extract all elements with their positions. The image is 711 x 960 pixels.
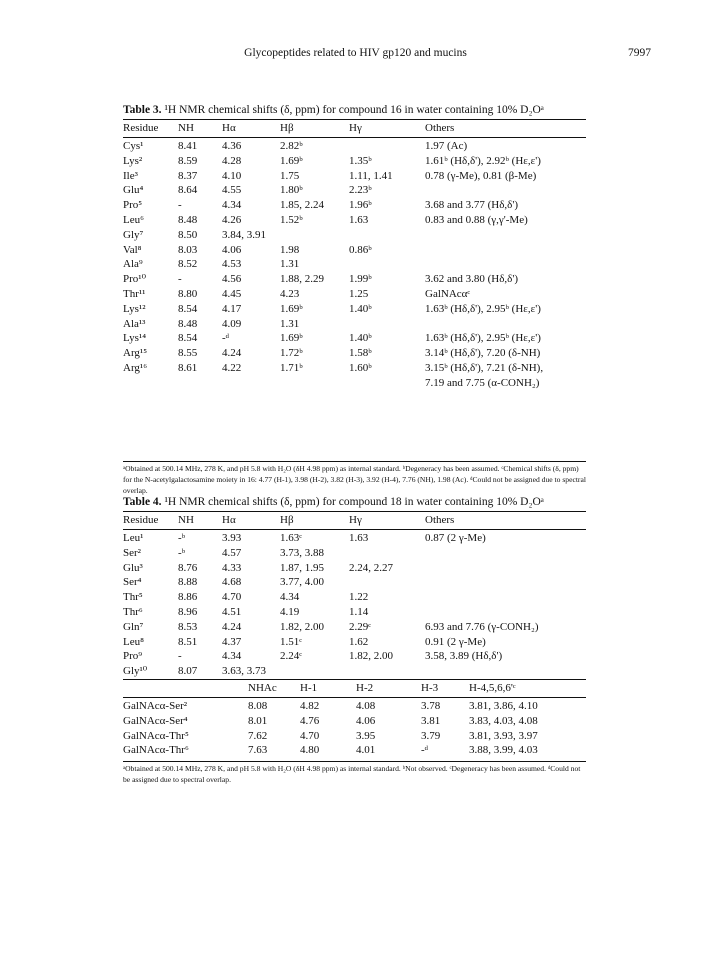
table-row (123, 605, 586, 620)
cell-residue: Pro⁹ (123, 650, 143, 663)
cell-others: 1.97 (Ac) (425, 140, 468, 152)
cell-nh: 8.41 (178, 140, 198, 152)
cell-residue: Val⁸ (123, 243, 142, 256)
table-row (123, 154, 586, 169)
table3-header-rule (123, 137, 586, 138)
column-header-nhac: NHAc (248, 682, 277, 694)
cell-h4-6: 3.88, 3.99, 4.03 (469, 744, 538, 757)
cell-h-beta: 1.75 (280, 169, 300, 182)
cell-h2: 3.95 (356, 729, 376, 742)
cell-nhac: 7.62 (248, 729, 268, 742)
cell-h-alpha: 3.93 (222, 532, 242, 544)
cell-h-alpha: 3.84, 3.91 (222, 228, 266, 241)
table-row (123, 317, 586, 332)
cell-residue: GalNAcα-Thr⁶ (123, 744, 189, 757)
column-header-others: Others (425, 514, 455, 526)
cell-others: 3.62 and 3.80 (Hδ,δ') (425, 273, 519, 286)
table-row (123, 376, 586, 391)
cell-nh: 8.51 (178, 635, 198, 648)
table-row (123, 302, 586, 317)
cell-h-beta: 1.85, 2.24 (280, 199, 324, 212)
cell-h-beta: 1.63ᶜ (280, 532, 303, 544)
cell-nh: -ᵇ (178, 546, 186, 559)
cell-h-gamma: 2.24, 2.27 (349, 561, 393, 574)
cell-h-gamma: 2.23ᵇ (349, 184, 372, 197)
cell-h1: 4.76 (300, 714, 320, 727)
cell-h-alpha: 4.55 (222, 184, 242, 197)
cell-h4-6: 3.81, 3.93, 3.97 (469, 729, 538, 742)
table4-bottom-rule (123, 761, 586, 762)
cell-others: 3.68 and 3.77 (Hδ,δ') (425, 199, 519, 212)
table-row (123, 575, 586, 590)
table-row (123, 198, 586, 213)
table3-bottom-rule (123, 461, 586, 462)
cell-h-alpha: 4.09 (222, 317, 242, 330)
cell-h-beta: 1.87, 1.95 (280, 561, 324, 574)
header-row (123, 513, 586, 528)
cell-h-gamma: 1.25 (349, 287, 369, 300)
cell-nhac: 8.01 (248, 714, 268, 727)
cell-nh: 8.03 (178, 243, 198, 256)
cell-h1: 4.82 (300, 700, 320, 712)
cell-residue: Ser⁴ (123, 576, 142, 589)
cell-h4-6: 3.81, 3.86, 4.10 (469, 700, 538, 712)
cell-residue: Arg¹⁵ (123, 347, 148, 360)
column-header-h-alpha: Hα (222, 514, 236, 526)
cell-nh: 8.59 (178, 154, 198, 167)
page-header (0, 47, 711, 63)
table3-top-rule (123, 119, 586, 120)
table-row (123, 228, 586, 243)
header-row (123, 681, 586, 696)
cell-residue: Leu¹ (123, 532, 144, 544)
cell-h4-6: 3.83, 4.03, 4.08 (469, 714, 538, 727)
cell-h-alpha: 4.22 (222, 361, 242, 374)
cell-residue: Cys¹ (123, 140, 144, 152)
table-row (123, 664, 586, 679)
cell-h-gamma: 1.82, 2.00 (349, 650, 393, 663)
table4-body (123, 531, 586, 679)
cell-nh: 8.86 (178, 591, 198, 604)
cell-others: 3.14ᵇ (Hδ,δ'), 7.20 (δ-NH) (425, 347, 541, 360)
table3-body (123, 139, 586, 391)
table4-caption-text: ¹H NMR chemical shifts (δ, ppm) for compound 18 in water containing 10% D₂Oᵃ (164, 496, 544, 508)
cell-h-beta: 1.31 (280, 258, 300, 271)
cell-nh: - (178, 199, 182, 212)
cell-others: 0.91 (2 γ-Me) (425, 635, 486, 648)
cell-nh: 8.53 (178, 620, 198, 633)
cell-residue: Pro¹⁰ (123, 273, 146, 286)
cell-h-gamma: 1.22 (349, 591, 369, 604)
cell-h-beta: 1.52ᵇ (280, 213, 303, 226)
column-header-h3: H-3 (421, 682, 439, 694)
cell-h-beta: 1.69ᵇ (280, 302, 303, 315)
cell-h-beta: 1.72ᵇ (280, 347, 303, 360)
table-row (123, 590, 586, 605)
cell-residue: Ser² (123, 546, 141, 559)
cell-h-beta: 1.69ᵇ (280, 154, 303, 167)
cell-nh: 8.61 (178, 361, 198, 374)
column-header-nh: NH (178, 514, 194, 526)
cell-h-beta: 4.34 (280, 591, 300, 604)
cell-others: 1.63ᵇ (Hδ,δ'), 2.95ᵇ (Hε,ε') (425, 332, 541, 345)
cell-h-beta: 1.69ᵇ (280, 332, 303, 345)
cell-residue: Thr⁶ (123, 605, 143, 618)
cell-residue: GalNAcα-Thr⁵ (123, 729, 189, 742)
table3-footnote: ᵃObtained at 500.14 MHz, 278 K, and pH 5.8 with H₂O (δH 4.98 ppm) as internal standard. ᵇDegeneracy has been assumed. ᶜChemical shifts (δ, ppm) for the N-acetylgalactosamine moiety in 16: 4.77 (H-1), 3.98 (H-2), 3.82 (H-3), 3.92 (H-4), 7.76 (NH), 1.98 (Ac). ᵈCould not be assigned due to spectral overlap. (123, 464, 586, 496)
table4-sugar-header (123, 681, 586, 696)
cell-h-alpha: 4.33 (222, 561, 242, 574)
cell-nh: 8.76 (178, 561, 198, 574)
column-header-residue: Residue (123, 122, 159, 134)
column-header-others: Others (425, 122, 455, 134)
cell-h-beta: 4.23 (280, 287, 300, 300)
cell-h-alpha: 4.51 (222, 605, 242, 618)
cell-others: 3.15ᵇ (Hδ,δ'), 7.21 (δ-NH), (425, 361, 544, 374)
column-header-h1: H-1 (300, 682, 318, 694)
table-row (123, 546, 586, 561)
cell-h-beta: 1.98 (280, 243, 300, 256)
cell-h-gamma: 1.35ᵇ (349, 154, 372, 167)
cell-residue: GalNAcα-Ser² (123, 700, 188, 712)
cell-residue: Pro⁵ (123, 199, 143, 212)
cell-h-beta: 1.88, 2.29 (280, 273, 324, 286)
cell-nh: 8.48 (178, 317, 198, 330)
table4-header-rule (123, 529, 586, 530)
cell-h-alpha: 4.24 (222, 347, 242, 360)
cell-h-gamma: 1.96ᵇ (349, 199, 372, 212)
table4-sugar-header-rule (123, 697, 586, 698)
table-row (123, 561, 586, 576)
cell-residue: Leu⁸ (123, 635, 144, 648)
column-header-h-gamma: Hγ (349, 514, 362, 526)
cell-nh: 8.48 (178, 213, 198, 226)
table-row (123, 649, 586, 664)
column-header-nh: NH (178, 122, 194, 134)
cell-h-gamma: 1.11, 1.41 (349, 169, 393, 182)
cell-h2: 4.08 (356, 700, 376, 712)
cell-h3: 3.79 (421, 729, 441, 742)
cell-nhac: 8.08 (248, 700, 268, 712)
cell-residue: Thr¹¹ (123, 287, 146, 300)
cell-h-beta: 1.51ᶜ (280, 635, 303, 648)
table-row (123, 531, 586, 546)
cell-h2: 4.01 (356, 744, 376, 757)
cell-h-beta: 1.71ᵇ (280, 361, 303, 374)
cell-h-alpha: 4.10 (222, 169, 242, 182)
cell-h-alpha: 4.68 (222, 576, 242, 589)
cell-others: GalNAcαᶜ (425, 287, 471, 300)
cell-others: 7.19 and 7.75 (α-CONH₂) (425, 376, 540, 389)
table4-label: Table 4. (123, 496, 162, 508)
cell-h-beta: 1.80ᵇ (280, 184, 303, 197)
table4-caption (123, 496, 544, 508)
cell-h-alpha: 4.34 (222, 650, 242, 663)
cell-nh: - (178, 273, 182, 286)
table3-label: Table 3. (123, 104, 162, 116)
column-header-h-alpha: Hα (222, 122, 236, 134)
cell-others: 3.58, 3.89 (Hδ,δ') (425, 650, 503, 663)
cell-nh: 8.07 (178, 665, 198, 678)
header-row (123, 121, 586, 136)
table-row (123, 361, 586, 376)
cell-nh: 8.55 (178, 347, 198, 360)
cell-h3: 3.81 (421, 714, 441, 727)
cell-h-gamma: 1.63 (349, 213, 369, 226)
cell-nh: 8.88 (178, 576, 198, 589)
cell-h1: 4.80 (300, 744, 320, 757)
column-header-h4-6: H-4,5,6,6'ᶜ (469, 682, 516, 694)
table-row (123, 139, 586, 154)
cell-residue: Lys¹⁴ (123, 332, 147, 345)
table-row (123, 346, 586, 361)
running-title: Glycopeptides related to HIV gp120 and mucins (244, 47, 467, 59)
table3-header (123, 121, 586, 136)
cell-nh: - (178, 650, 182, 663)
cell-nh: 8.54 (178, 332, 198, 345)
cell-residue: Glu⁴ (123, 184, 144, 197)
cell-h-alpha: 4.45 (222, 287, 242, 300)
cell-others: 6.93 and 7.76 (γ-CONH₂) (425, 620, 539, 633)
cell-residue: Arg¹⁶ (123, 361, 148, 374)
table-row (123, 243, 586, 258)
column-header-h-beta: Hβ (280, 514, 294, 526)
table-row (123, 169, 586, 184)
cell-h-gamma: 2.29ᶜ (349, 620, 372, 633)
cell-h-gamma: 1.14 (349, 605, 369, 618)
cell-residue: Thr⁵ (123, 591, 143, 604)
table3-caption (123, 104, 544, 116)
cell-nh: 8.96 (178, 605, 198, 618)
cell-residue: Ala⁹ (123, 258, 143, 271)
cell-h-gamma: 1.58ᵇ (349, 347, 372, 360)
column-header-residue: Residue (123, 514, 159, 526)
table3-caption-text: ¹H NMR chemical shifts (δ, ppm) for compound 16 in water containing 10% D₂Oᵃ (164, 104, 544, 116)
cell-h-gamma: 1.40ᵇ (349, 302, 372, 315)
table4-footnote: ᵃObtained at 500.14 MHz, 278 K, and pH 5.8 with H₂O (δH 4.98 ppm) as internal standard. ᵇNot observed. ᶜDegeneracy has been assumed. ᵈCould not be assigned due to spectral overlap. (123, 764, 581, 785)
cell-h-alpha: 4.36 (222, 140, 242, 152)
cell-residue: Ala¹³ (123, 317, 146, 330)
cell-nh: 8.37 (178, 169, 198, 182)
column-header-h2: H-2 (356, 682, 374, 694)
cell-h-alpha: 4.24 (222, 620, 242, 633)
cell-h2: 4.06 (356, 714, 376, 727)
cell-h-beta: 1.82, 2.00 (280, 620, 324, 633)
table-row (123, 272, 586, 287)
cell-h-alpha: 4.26 (222, 213, 242, 226)
table-row (123, 331, 586, 346)
cell-nh: 8.54 (178, 302, 198, 315)
cell-h-beta: 3.73, 3.88 (280, 546, 324, 559)
cell-h-gamma: 1.99ᵇ (349, 273, 372, 286)
cell-h-alpha: 4.28 (222, 154, 242, 167)
sugar-row (123, 743, 586, 758)
cell-h-beta: 2.82ᵇ (280, 140, 303, 152)
cell-residue: Gly¹⁰ (123, 665, 148, 678)
cell-h3: -ᵈ (421, 744, 429, 757)
column-header-h-gamma: Hγ (349, 122, 362, 134)
cell-residue: Lys¹² (123, 302, 146, 315)
sugar-row (123, 714, 586, 729)
table4-sugar-body (123, 699, 586, 758)
cell-others: 0.87 (2 γ-Me) (425, 532, 486, 544)
table4-mid-rule (123, 679, 586, 680)
cell-h-alpha: 4.57 (222, 546, 242, 559)
table-row (123, 257, 586, 272)
cell-others: 1.61ᵇ (Hδ,δ'), 2.92ᵇ (Hε,ε') (425, 154, 541, 167)
cell-others: 0.83 and 0.88 (γ,γ'-Me) (425, 213, 528, 226)
cell-h-alpha: 4.70 (222, 591, 242, 604)
table-row (123, 620, 586, 635)
table4-header (123, 513, 586, 528)
cell-residue: Gln⁷ (123, 620, 144, 633)
cell-nh: 8.50 (178, 228, 198, 241)
cell-residue: Leu⁶ (123, 213, 144, 226)
cell-others: 0.78 (γ-Me), 0.81 (β-Me) (425, 169, 537, 182)
table-row (123, 213, 586, 228)
sugar-row (123, 699, 586, 714)
table4-top-rule (123, 511, 586, 512)
cell-h-alpha: 4.37 (222, 635, 242, 648)
cell-h-gamma: 1.40ᵇ (349, 332, 372, 345)
sugar-row (123, 729, 586, 744)
cell-others: 1.63ᵇ (Hδ,δ'), 2.95ᵇ (Hε,ε') (425, 302, 541, 315)
cell-h1: 4.70 (300, 729, 320, 742)
cell-h-alpha: 4.53 (222, 258, 242, 271)
cell-nh: 8.52 (178, 258, 198, 271)
cell-residue: Lys² (123, 154, 143, 167)
table-row (123, 635, 586, 650)
cell-h-gamma: 0.86ᵇ (349, 243, 372, 256)
cell-h-beta: 1.31 (280, 317, 300, 330)
cell-nhac: 7.63 (248, 744, 268, 757)
cell-nh: -ᵇ (178, 532, 186, 544)
cell-h-gamma: 1.62 (349, 635, 369, 648)
cell-h3: 3.78 (421, 700, 441, 712)
cell-h-alpha: 4.06 (222, 243, 242, 256)
cell-h-alpha: 4.34 (222, 199, 242, 212)
cell-residue: GalNAcα-Ser⁴ (123, 714, 188, 727)
cell-residue: Ile³ (123, 169, 138, 182)
cell-h-alpha: 4.56 (222, 273, 242, 286)
table-row (123, 287, 586, 302)
cell-residue: Gly⁷ (123, 228, 144, 241)
cell-residue: Glu³ (123, 561, 143, 574)
cell-nh: 8.64 (178, 184, 198, 197)
cell-h-beta: 2.24ᶜ (280, 650, 303, 663)
cell-h-gamma: 1.60ᵇ (349, 361, 372, 374)
column-header-h-beta: Hβ (280, 122, 294, 134)
cell-h-beta: 4.19 (280, 605, 300, 618)
table-row (123, 183, 586, 198)
cell-h-beta: 3.77, 4.00 (280, 576, 324, 589)
cell-nh: 8.80 (178, 287, 198, 300)
cell-h-alpha: 3.63, 3.73 (222, 665, 266, 678)
cell-h-alpha: 4.17 (222, 302, 242, 315)
cell-h-gamma: 1.63 (349, 532, 369, 544)
cell-h-alpha: -ᵈ (222, 332, 230, 345)
page-number: 7997 (628, 47, 651, 59)
